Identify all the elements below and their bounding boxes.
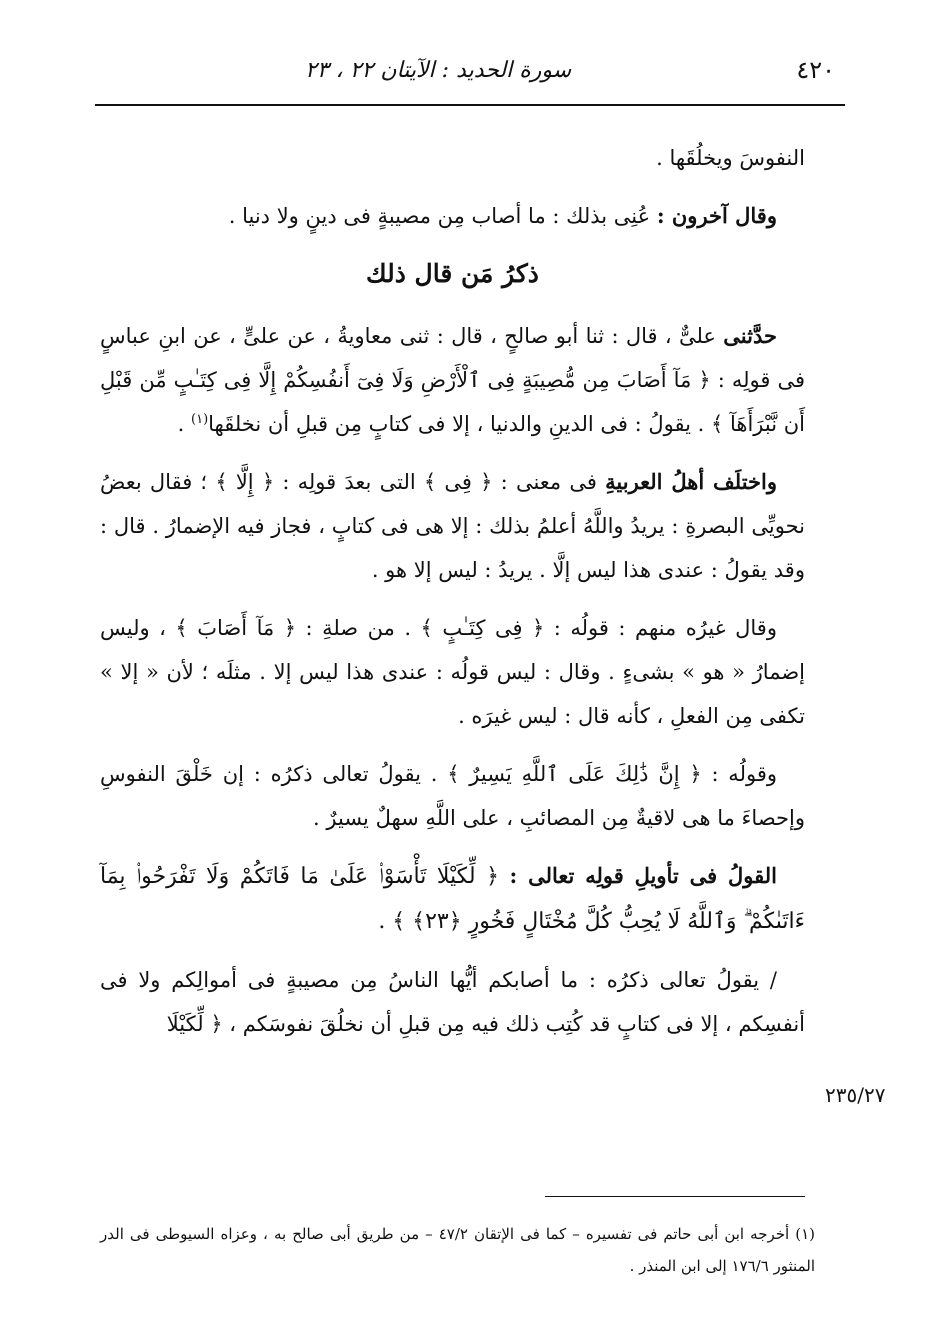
paragraph-verse-explanation: وقولُه : ﴿ إِنَّ ذَٰلِكَ عَلَى ٱللَّهِ يَسِيرٌ ﴾ . يقولُ تعالى ذكرُه : إن خَلْقَ النفوسِ وإحصاءَ ما هى لاقيةٌ مِن المصائبِ ، على اللَّهِ سهلٌ يسيرٌ . (100, 762, 805, 830)
paragraph-verse-heading: القولُ فى تأويلِ قولِه تعالى : ﴿ لِّكَيْلَا تَأْسَوْا۟ عَلَىٰ مَا فَاتَكُمْ وَلَا تَفْرَحُوا۟ بِمَآ ءَاتَىٰكُمْ ۗ وَٱللَّهُ لَا يُحِبُّ كُلَّ مُخْتَالٍ فَخُورٍ ﴿٢٣﴾ ﴾ . (100, 863, 805, 934)
footnote: (١) أخرجه ابن أبى حاتم فى تفسيره – كما فى الإتقان ٤٧/٢ – من طريق أبى صالح به ، وعزاه السيوطى فى الدر المنثور ١٧٦/٦ إلى ابن المنذر . (100, 1225, 816, 1275)
section-heading: ذكرُ مَن قال ذلك (366, 259, 539, 288)
footnote-separator (545, 1196, 805, 1197)
paragraph-commentary: / يقولُ تعالى ذكرُه : ما أصابكم أيُّها الناسُ مِن مصيبةٍ فى أموالِكم ولا فى أنفسِكم ، إلا فى كتابٍ قد كُتِب ذلك فيه مِن قبلِ أن نخلُقَ نفوسَكم ، ﴿ لِّكَيْلَا (100, 968, 805, 1036)
paragraph-others-view: وقال آخرون : عُنِى بذلك : ما أصاب مِن مصيبةٍ فى دينٍ ولا دنيا . (228, 203, 777, 228)
lead-phrase: واختلَف أهلُ العربيةِ (605, 469, 777, 494)
lead-phrase: حدَّثنى (723, 323, 777, 348)
header-rule (95, 104, 845, 106)
paragraph-other-opinion: وقال غيرُه منهم : قولُه : ﴿ فِى كِتَـٰبٍ ﴾ . من صلةِ : ﴿ مَآ أَصَابَ ﴾ ، وليس إضمارُ « هو » بشىءٍ . وقال : ليس قولُه : عندى هذا ليس إلا . مثلَه ؛ لأن « إلا » تكفى مِن الفعلِ ، كأنه قال : ليس غيرَه . (100, 616, 805, 728)
main-text (100, 136, 805, 1060)
page-number: ٤٢٠ (796, 56, 835, 84)
paragraph-continuation: النفوسَ ويخلُقَها . (656, 146, 805, 170)
paragraph-grammarians: واختلَف أهلُ العربيةِ فى معنى : ﴿ فِى ﴾ التى بعدَ قولِه : ﴿ إِلَّا ﴾ ؛ فقال بعضُ نحويِّى البصرةِ : يريدُ واللَّهُ أعلمُ بذلك : إلا هى فى كتابٍ ، فجاز فيه الإضمارُ . قال : وقد يقولُ : عندى هذا ليس إلَّا . يريدُ : ليس إلا هو . (100, 469, 805, 582)
page-header (95, 52, 845, 96)
footnote-reference: (١) (191, 412, 209, 427)
paragraph-narration: حدَّثنى علىٌّ ، قال : ثنا أبو صالحٍ ، قال : ثنى معاويةُ ، عن علىٍّ ، عن ابنِ عباسٍ فى قولِه : ﴿ مَآ أَصَابَ مِن مُّصِيبَةٍ فِى ٱلْأَرْضِ وَلَا فِىٓ أَنفُسِكُمْ إِلَّا فِى كِتَـٰبٍ مِّن قَبْلِ أَن نَّبْرَأَهَآ ﴾ . يقولُ : فى الدينِ والدنيا ، إلا فى كتابٍ مِن قبلِ أن نخلقَها$^{(١)}$ . (100, 323, 805, 436)
lead-phrase: القولُ فى تأويلِ قولِه تعالى : (509, 863, 777, 888)
lead-phrase: وقال آخرون : (656, 203, 777, 228)
running-title: سورة الحديد : الآيتان ٢٢ ، ٢٣ (305, 58, 572, 83)
margin-volume-page-reference: ٢٣٥/٢٧ (825, 1083, 886, 1107)
